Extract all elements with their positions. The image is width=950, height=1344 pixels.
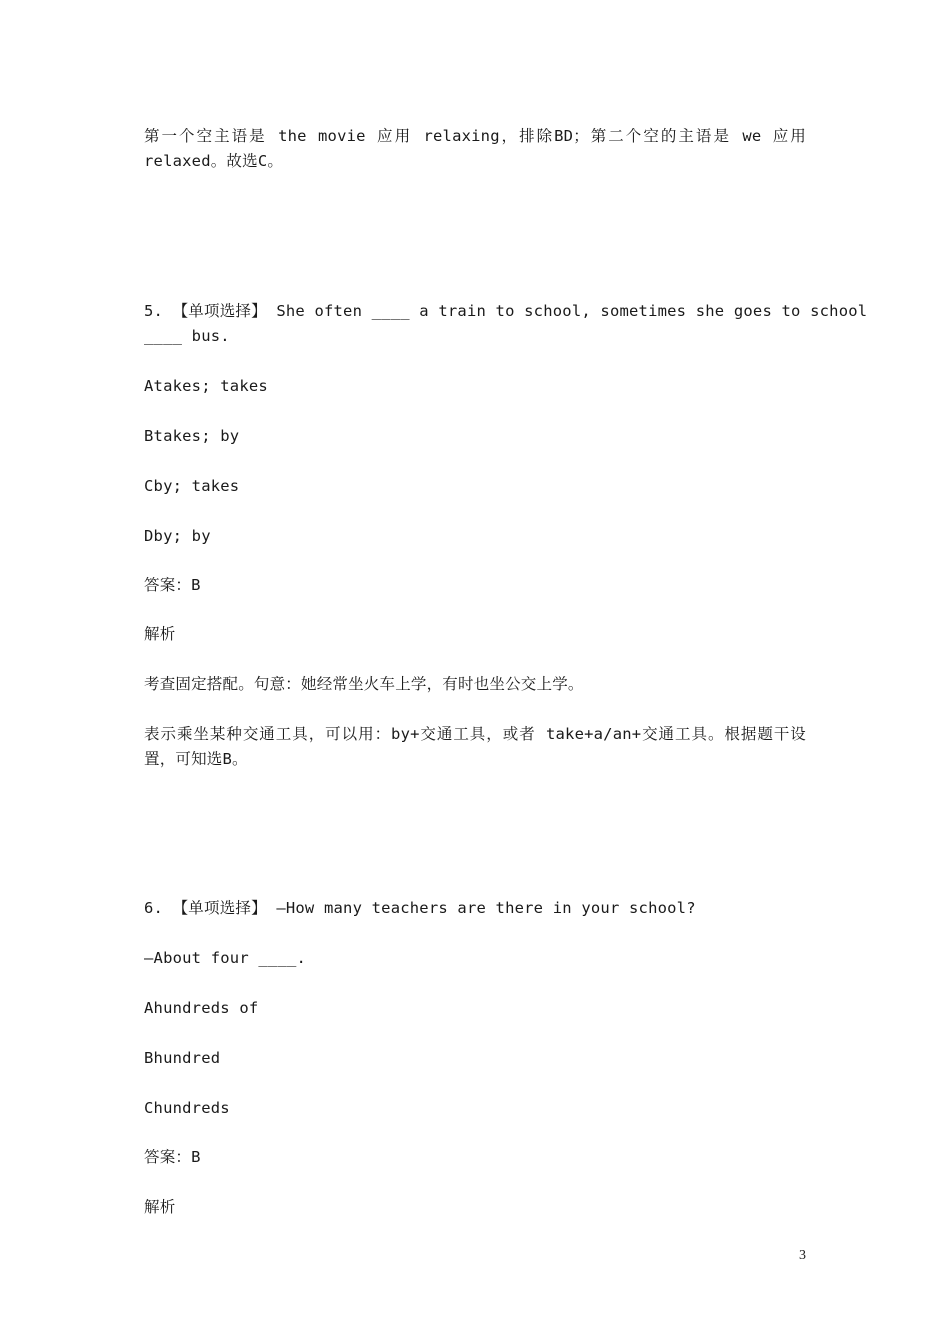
q6-option-b: Bhundred xyxy=(144,1049,221,1067)
q5-option-c: Cby; takes xyxy=(144,477,240,495)
q6-answer: 答案：B xyxy=(144,1148,201,1166)
q6-option-a: Ahundreds of xyxy=(144,999,259,1017)
q5-analysis-line-1: 考查固定搭配。句意：她经常坐火车上学，有时也坐公交上学。 xyxy=(144,675,584,693)
q6-stem-line-1: 6. 【单项选择】 —How many teachers are there in your school? xyxy=(144,899,696,917)
q5-stem-line-1: 5. 【单项选择】 She often ____ a train to school, sometimes she goes to school xyxy=(144,302,868,320)
q4-explanation-line-1: 第一个空主语是 the movie 应用 relaxing，排除BD；第二个空的主语是 we 应用 xyxy=(144,127,806,145)
q5-stem-line-2: ____ bus. xyxy=(144,327,230,345)
q5-option-b: Btakes; by xyxy=(144,427,240,445)
q5-option-a: Atakes; takes xyxy=(144,377,268,395)
q6-option-c: Chundreds xyxy=(144,1099,230,1117)
q6-stem-line-2: —About four ____. xyxy=(144,949,307,967)
q5-answer: 答案：B xyxy=(144,576,201,594)
q5-option-d: Dby; by xyxy=(144,527,211,545)
q5-analysis-label: 解析 xyxy=(144,625,176,643)
page-number: 3 xyxy=(799,1248,806,1263)
q5-analysis-line-3: 置，可知选B。 xyxy=(144,750,248,768)
q5-analysis-line-2: 表示乘坐某种交通工具，可以用：by+交通工具，或者 take+a/an+交通工具。根据题干设 xyxy=(144,725,806,743)
q4-explanation-line-2: relaxed。故选C。 xyxy=(144,152,284,170)
q6-analysis-label: 解析 xyxy=(144,1198,176,1216)
